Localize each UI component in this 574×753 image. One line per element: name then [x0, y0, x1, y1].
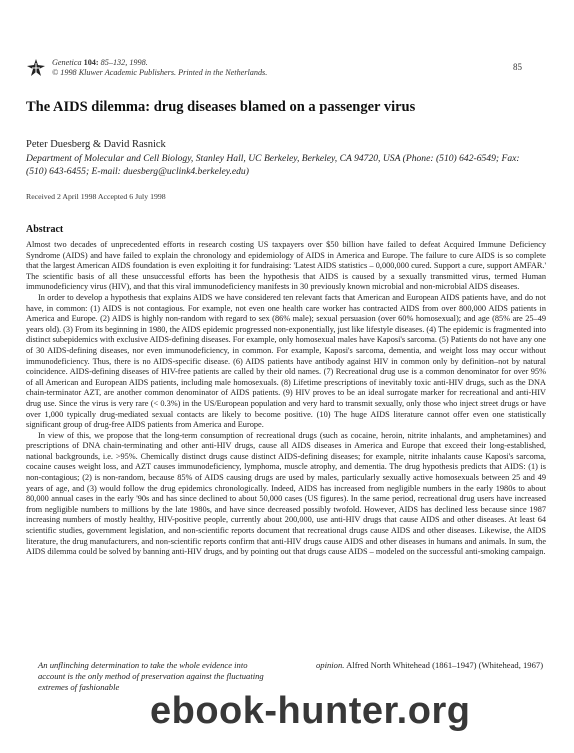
received-dates: Received 2 April 1998 Accepted 6 July 1998 [26, 192, 166, 201]
epigraph-attribution [316, 660, 546, 671]
article-authors: Peter Duesberg & David Rasnick [26, 139, 166, 150]
journal-pages: 85–132, 1998. [100, 58, 148, 67]
watermark: ebook-hunter.org [150, 690, 471, 732]
article-affiliation: Department of Molecular and Cell Biology, Stanley Hall, UC Berkeley, Berkeley, CA 94720, USA (Phone: (510) 642-6549; Fax: (510) 643-6455; E-mail: duesberg@uclink4.berkeley.edu) [26, 153, 520, 177]
publisher-logo [26, 58, 46, 78]
abstract-paragraph-3: In view of this, we propose that the long-term consumption of recreational drugs (such as cocaine, heroin, nitrite inhalants, and amphetamines) and prescriptions of DNA chain-terminating and other anti-HIV drugs, cause all AIDS diseases in America and Europe that exceed their long-established, national backgrounds, i.e. >95%. Chemically distinct drugs cause distinct AIDS-defining diseases; for example, nitrite inhalants cause Kaposi's sarcoma, cocaine causes weight loss, and AZT causes immunodeficiency, lymphoma, muscle atrophy, and dementia. The drug hypothesis predicts that AIDS: (1) is non-contagious; (2) is non-random, because 85% of AIDS causing drugs are used by males, particularly sexually active homosexuals between 25 and 49 years of age, and (3) would follow the drug epidemics chronologically. Indeed, AIDS has increased from negligible numbers in the early 1980s to about 80,000 annual cases in the early '90s and has since declined to about 50,000 cases (US figures). In the same period, recreational drug users have increased from negligible numbers to millions by the late 1980s, and have since decreased possibly twofold. However, AIDS has declined less because since 1987 increasing numbers of mostly healthy, HIV-positive people, currently about 200,000, use anti-HIV drugs that cause AIDS and other diseases. At least 64 scientific studies, government legislation, and non-scientific reports document that recreational drugs cause AIDS and other diseases. Likewise, the AIDS literature, the drug manufacturers, and non-scientific reports confirm that anti-HIV drugs cause AIDS and other diseases in humans and animals. In sum, the AIDS dilemma could be solved by banning anti-HIV drugs, and by pointing out that drugs cause AIDS – modeled on the successful anti-smoking campaign. [26, 430, 546, 557]
epigraph-author: Alfred North Whitehead (1861–1947) (Whitehead, 1967) [344, 660, 544, 670]
article-title: The AIDS dilemma: drug diseases blamed on a passenger virus [26, 99, 416, 115]
abstract-paragraph-2: In order to develop a hypothesis that explains AIDS we have considered ten relevant facts that American and European AIDS patients have, and do not have, in common: (1) AIDS is not contagious. For example, not even one health care worker has contracted AIDS from over 800,000 AIDS patients in America and Europe. (2) AIDS is highly non-random with regard to sex (86% male); sexual persuasion (over 60% homosexual); and age (85% are 25–49 years old). (3) From its beginning in 1980, the AIDS epidemic progressed non-exponentially, just like lifestyle diseases. (4) The epidemic is fragmented into distinct subepidemics with exclusive AIDS-defining diseases. For example, only homosexual males have Kaposi's sarcoma. (5) Patients do not have any one of 30 AIDS-defining diseases, nor even immunodeficiency, in common. For example, Kaposi's sarcoma, dementia, and weight loss may occur without immunodeficiency. Thus, there is no AIDS-specific disease. (6) AIDS patients have antibody against HIV in common only by definition–not by natural coincidence. AIDS-defining diseases of HIV-free patients are called by their old names. (7) Recreational drug use is a common denominator for over 95% of all American and European AIDS patients, including male homosexuals. (8) Lifetime prescriptions of inevitably toxic anti-HIV drugs, such as the DNA chain-terminator AZT, are another common denominator of AIDS patients. (9) HIV proves to be an ideal surrogate marker for recreational and anti-HIV drug use. Since the virus is very rare (< 0.3%) in the US/European population and very hard to transmit sexually, only those who inject street drugs or have over 1,000 typically drug-mediated sexual contacts are likely to become positive. (10) The huge AIDS literature cannot offer even one statistically significant group of drug-free AIDS patients from America and Europe. [26, 292, 546, 430]
page-number: 85 [513, 62, 522, 72]
abstract-paragraph-1: Almost two decades of unprecedented efforts in research costing US taxpayers over $50 billion have failed to defeat Acquired Immune Deficiency Syndrome (AIDS) and have failed to explain the chronology and epidemiology of AIDS in America and Europe. The failure to cure AIDS is so complete that the largest American AIDS foundation is even exploiting it for fundraising: 'Latest AIDS statistics – 0,000,000 cured. Support a cure, support AMFAR.' The scientific basis of all these unsuccessful efforts has been the hypothesis that AIDS is caused by a sexually transmitted virus, termed Human immunodeficiency virus (HIV), and that this viral immunodeficiency manifests in 30 previously known microbial and non-microbial AIDS diseases. [26, 240, 546, 292]
epigraph-quote: An unflinching determination to take the whole evidence into account is the only method of preservation against the fluctuating extremes of fashionable [38, 660, 264, 692]
journal-volume: 104: [83, 58, 99, 67]
abstract-body [26, 240, 546, 558]
abstract-heading: Abstract [26, 224, 64, 235]
epigraph-quote-end: opinion. [316, 660, 345, 670]
journal-info [52, 58, 267, 78]
publisher-line: © 1998 Kluwer Academic Publishers. Printed in the Netherlands. [52, 68, 268, 77]
journal-name: Genetica [52, 58, 82, 67]
